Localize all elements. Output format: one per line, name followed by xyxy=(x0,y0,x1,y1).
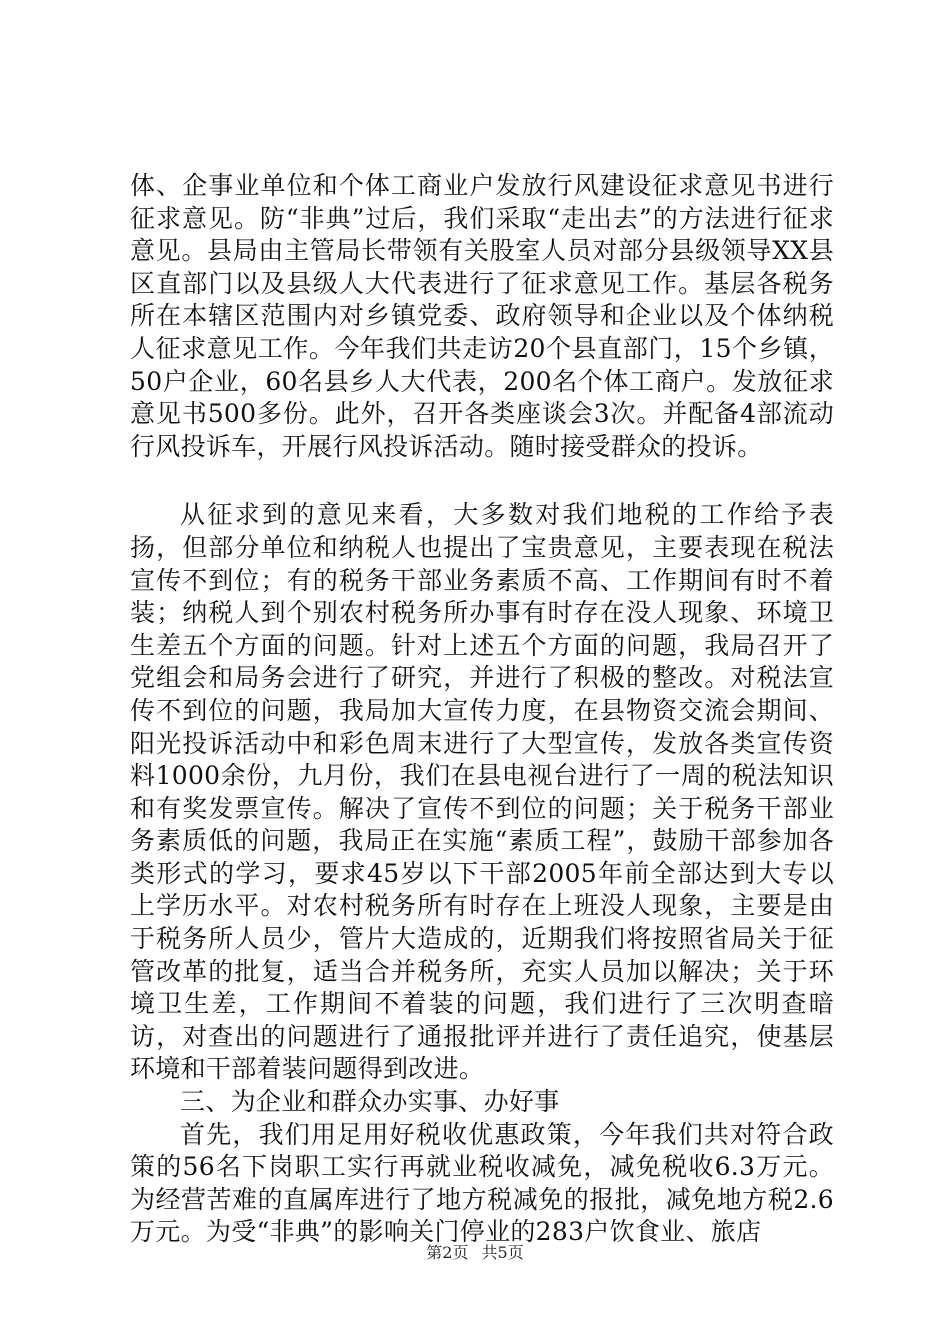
paragraph-3: 首先，我们用足用好税收优惠政策，今年我们共对符合政策的56名下岗职工实行再就业税收减免，减免税收6.3万元。为经营苦难的直属库进行了地方税减免的报批，减免地方税2.6万元。为受“非典”的影响关门停业的283户饮食业、旅店 xyxy=(130,1119,834,1247)
section-heading: 三、为企业和群众办实事、办好事 xyxy=(180,1087,560,1117)
paragraph-2: 从征求到的意见来看，大多数对我们地税的工作给予表扬，但部分单位和纳税人也提出了宝贵意见，主要表现在税法宣传不到位；有的税务干部业务素质不高、工作期间有时不着装；纳税人到个别农村税务所办事有时存在没人现象、环境卫生差五个方面的问题。针对上述五个方面的问题，我局召开了党组会和局务会进行了研究，并进行了积极的整改。对税法宣传不到位的问题，我局加大宣传力度，在县物资交流会期间、阳光投诉活动中和彩色周末进行了大型宣传，发放各类宣传资料1000余份，九月份，我们在县电视台进行了一周的税法知识和有奖发票宣传。解决了宣传不到位的问题；关于税务干部业务素质低的问题，我局正在实施“素质工程”，鼓励干部参加各类形式的学习，要求45岁以下干部2005年前全部达到大专以上学历水平。对农村税务所有时存在上班没人现象，主要是由于税务所人员少，管片大造成的，近期我们将按照省局关于征管改革的批复，适当合并税务所，充实人员加以解决；关于环境卫生差，工作期间不着装的问题，我们进行了三次明查暗访，对查出的问题进行了通报批评并进行了责任追究，使基层环境和干部着装问题得到改进。 xyxy=(130,500,834,1084)
page-footer xyxy=(0,1240,950,1263)
paragraph-1: 体、企事业单位和个体工商业户发放行风建设征求意见书进行征求意见。防“非典”过后，我们采取“走出去”的方法进行征求意见。县局由主管局长带领有关股室人员对部分县级领导XX县区直部门以及县级人大代表进行了征求意见工作。基层各税务所在本辖区范围内对乡镇党委、政府领导和企业以及个体纳税人征求意见工作。今年我们共走访20个县直部门，15个乡镇，50户企业，60名县乡人大代表，200名个体工商户。发放征求意见书500多份。此外，召开各类座谈会3次。并配备4部流动行风投诉车，开展行风投诉活动。随时接受群众的投诉。 xyxy=(130,171,834,461)
page-total: 共5页 xyxy=(481,1243,524,1262)
paragraph-spacer xyxy=(130,463,834,499)
page-number: 第2页 xyxy=(426,1243,469,1262)
document-body xyxy=(130,170,834,1249)
